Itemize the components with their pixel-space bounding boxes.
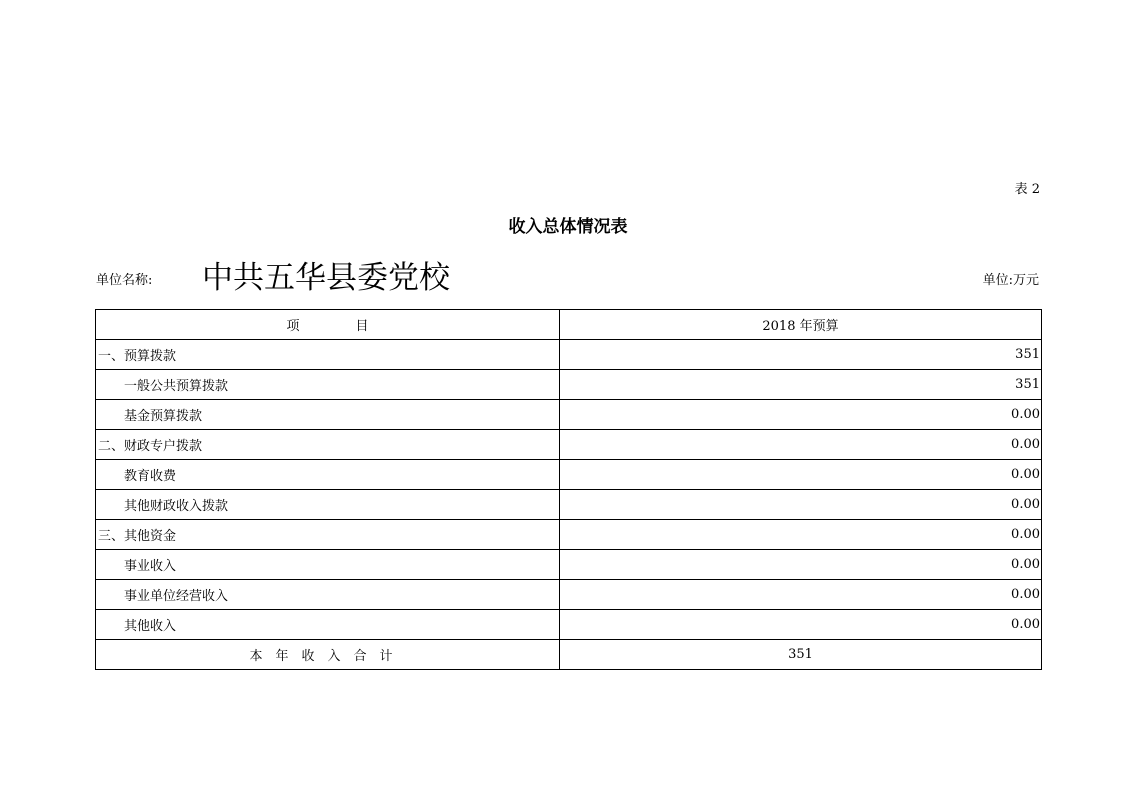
table-row <box>96 460 1042 490</box>
total-row <box>96 640 1042 670</box>
table-row <box>96 610 1042 640</box>
header-item-cell <box>96 310 560 340</box>
table-number: 表 2 <box>1014 182 1040 197</box>
total-value: 351 <box>560 640 1042 670</box>
row-value: 351 <box>560 370 1042 400</box>
unit-name-value: 中共五华县委党校 <box>202 260 450 296</box>
row-label: 事业收入 <box>96 550 560 580</box>
row-value: 351 <box>560 340 1042 370</box>
row-value: 0.00 <box>560 580 1042 610</box>
row-label: 三、其他资金 <box>96 520 560 550</box>
table-row <box>96 400 1042 430</box>
row-label: 基金预算拨款 <box>96 400 560 430</box>
row-value: 0.00 <box>560 400 1042 430</box>
row-label: 一、预算拨款 <box>96 340 560 370</box>
header-item-left: 项 <box>286 319 300 334</box>
total-label: 本年收入合计 <box>96 640 560 670</box>
unit-of-measure: 单位:万元 <box>982 273 1039 288</box>
table-row <box>96 490 1042 520</box>
row-label: 一般公共预算拨款 <box>96 370 560 400</box>
row-label: 事业单位经营收入 <box>96 580 560 610</box>
row-value: 0.00 <box>560 520 1042 550</box>
table-row <box>96 370 1042 400</box>
header-item-right: 目 <box>355 319 369 334</box>
row-value: 0.00 <box>560 490 1042 520</box>
table-row <box>96 520 1042 550</box>
table-header-row <box>96 310 1042 340</box>
row-label: 二、财政专户拨款 <box>96 430 560 460</box>
row-label: 教育收费 <box>96 460 560 490</box>
header-budget-cell: 2018 年预算 <box>560 310 1042 340</box>
table-row <box>96 580 1042 610</box>
unit-name-label: 单位名称: <box>96 273 153 288</box>
row-value: 0.00 <box>560 610 1042 640</box>
row-value: 0.00 <box>560 550 1042 580</box>
row-value: 0.00 <box>560 430 1042 460</box>
table-row <box>96 340 1042 370</box>
table-row <box>96 550 1042 580</box>
document-title: 收入总体情况表 <box>508 217 628 237</box>
table-row <box>96 430 1042 460</box>
row-label: 其他收入 <box>96 610 560 640</box>
row-label: 其他财政收入拨款 <box>96 490 560 520</box>
income-table <box>95 309 1042 670</box>
row-value: 0.00 <box>560 460 1042 490</box>
